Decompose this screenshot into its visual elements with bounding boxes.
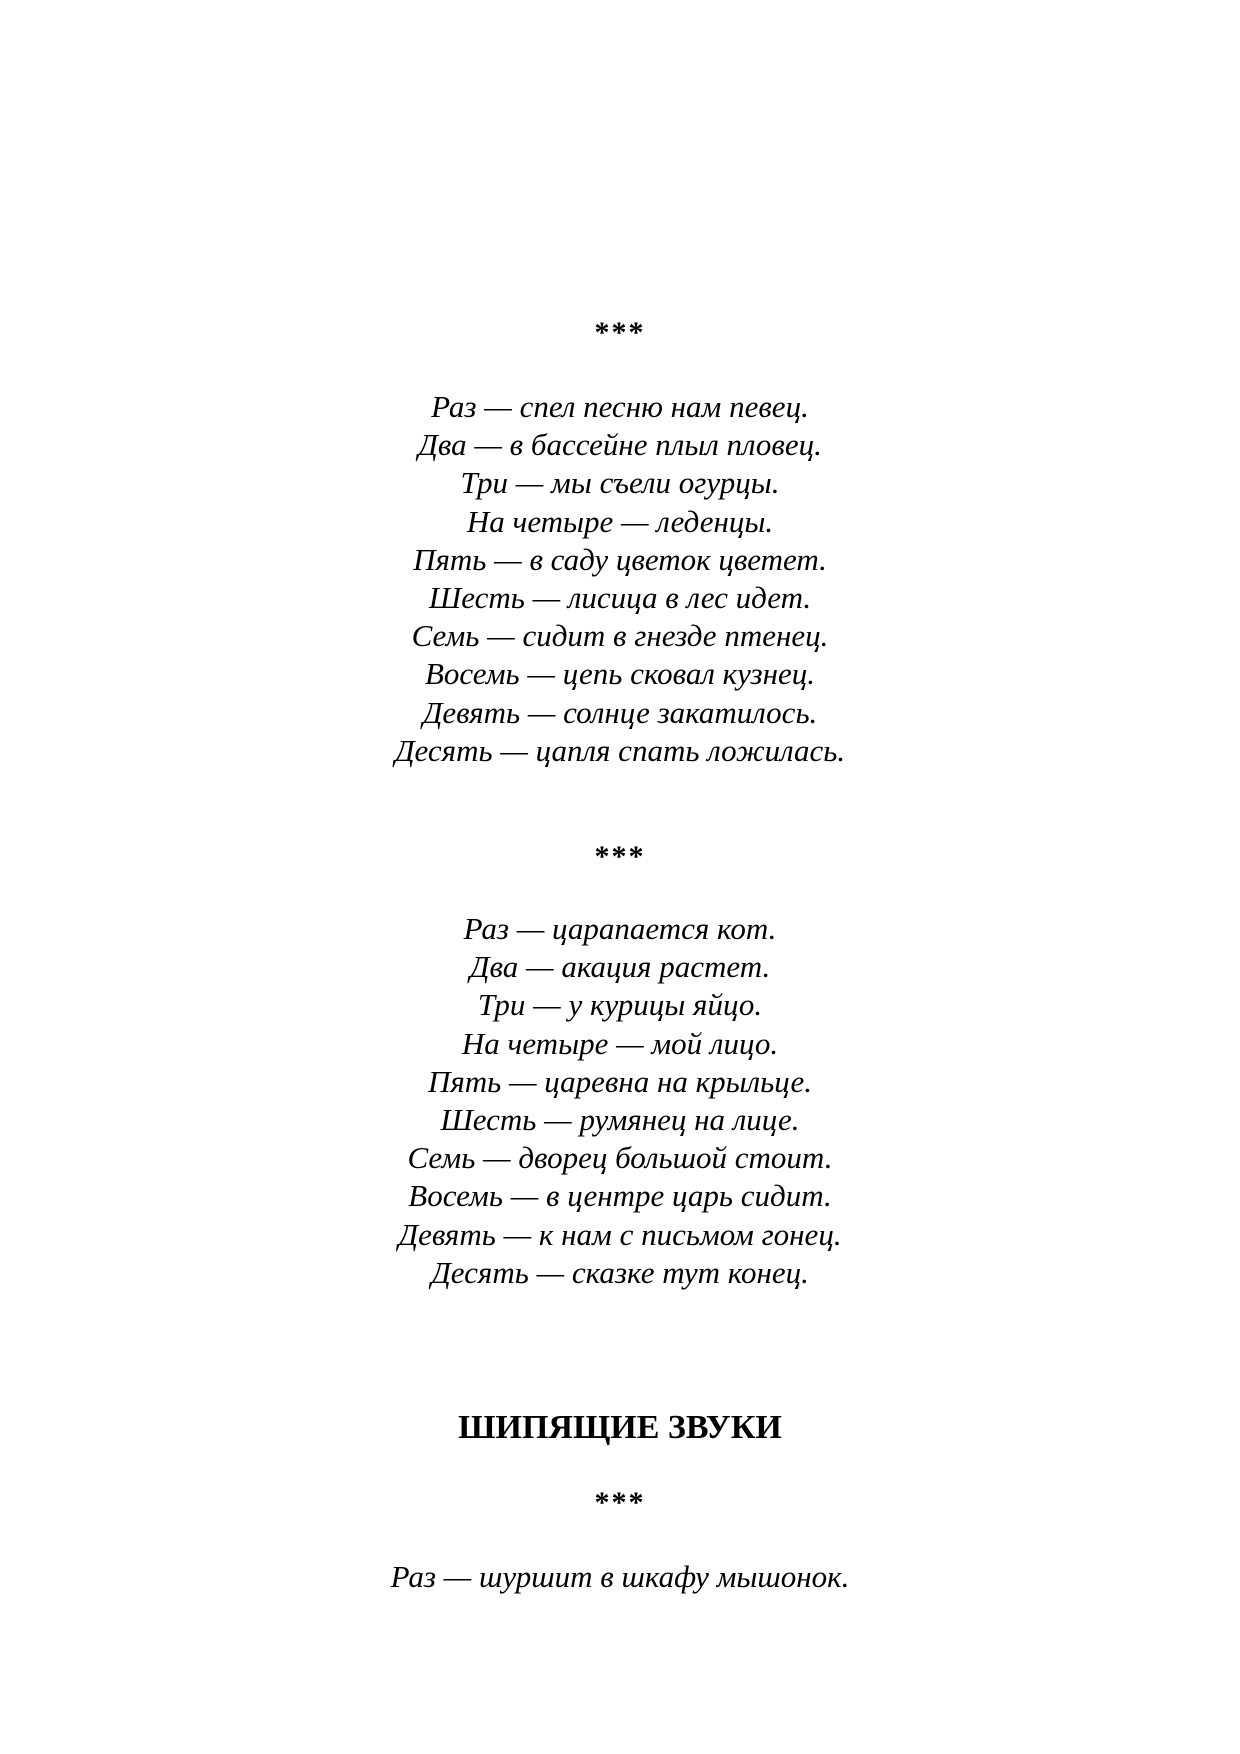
poem-line: Восемь — цепь сковал кузнец.	[424, 656, 816, 692]
poem-line: Два — в бассейне плыл пловец.	[418, 427, 822, 463]
poem-line: Десять — цапля спать ложилась.	[394, 732, 846, 768]
poem-line: На четыре — леденцы.	[466, 503, 774, 539]
poem-line: Раз — царапается кот.	[463, 911, 777, 946]
poem-line: Десять — сказке тут конец.	[431, 1254, 809, 1290]
section-separator: ***	[594, 316, 646, 349]
poem-2	[0, 910, 1240, 1292]
poem-line: Раз — спел песню нам певец.	[431, 389, 809, 424]
poem-line: Девять — к нам с письмом гонец.	[398, 1216, 842, 1252]
poem-line: Три — мы съели огурцы.	[460, 465, 780, 501]
poem-3	[0, 1558, 1240, 1596]
poem-line: Пять — царевна на крыльце.	[427, 1063, 813, 1099]
poem-line: Шесть — румянец на лице.	[440, 1101, 800, 1137]
section-heading: ШИПЯЩИЕ ЗВУКИ	[458, 1409, 782, 1446]
poem-line: Семь — дворец большой стоит.	[407, 1140, 833, 1176]
poem-line: Три — у курицы яйцо.	[477, 987, 763, 1023]
poem-line: Девять — солнце закатилось.	[422, 694, 818, 730]
poem-line: Два — акация растет.	[469, 949, 771, 985]
section-separator: ***	[594, 840, 646, 873]
section-separator: ***	[594, 1486, 646, 1519]
poem-line: На четыре — мой лицо.	[461, 1025, 779, 1061]
poem-line: Восемь — в центре царь сидит.	[408, 1178, 832, 1214]
poem-line: Раз — шуршит в шкафу мышонок.	[390, 1559, 850, 1594]
poem-1	[0, 388, 1240, 770]
poem-line: Шесть — лисица в лес идет.	[428, 579, 812, 615]
poem-line: Пять — в саду цветок цветет.	[413, 541, 827, 577]
poem-line: Семь — сидит в гнезде птенец.	[411, 618, 829, 654]
